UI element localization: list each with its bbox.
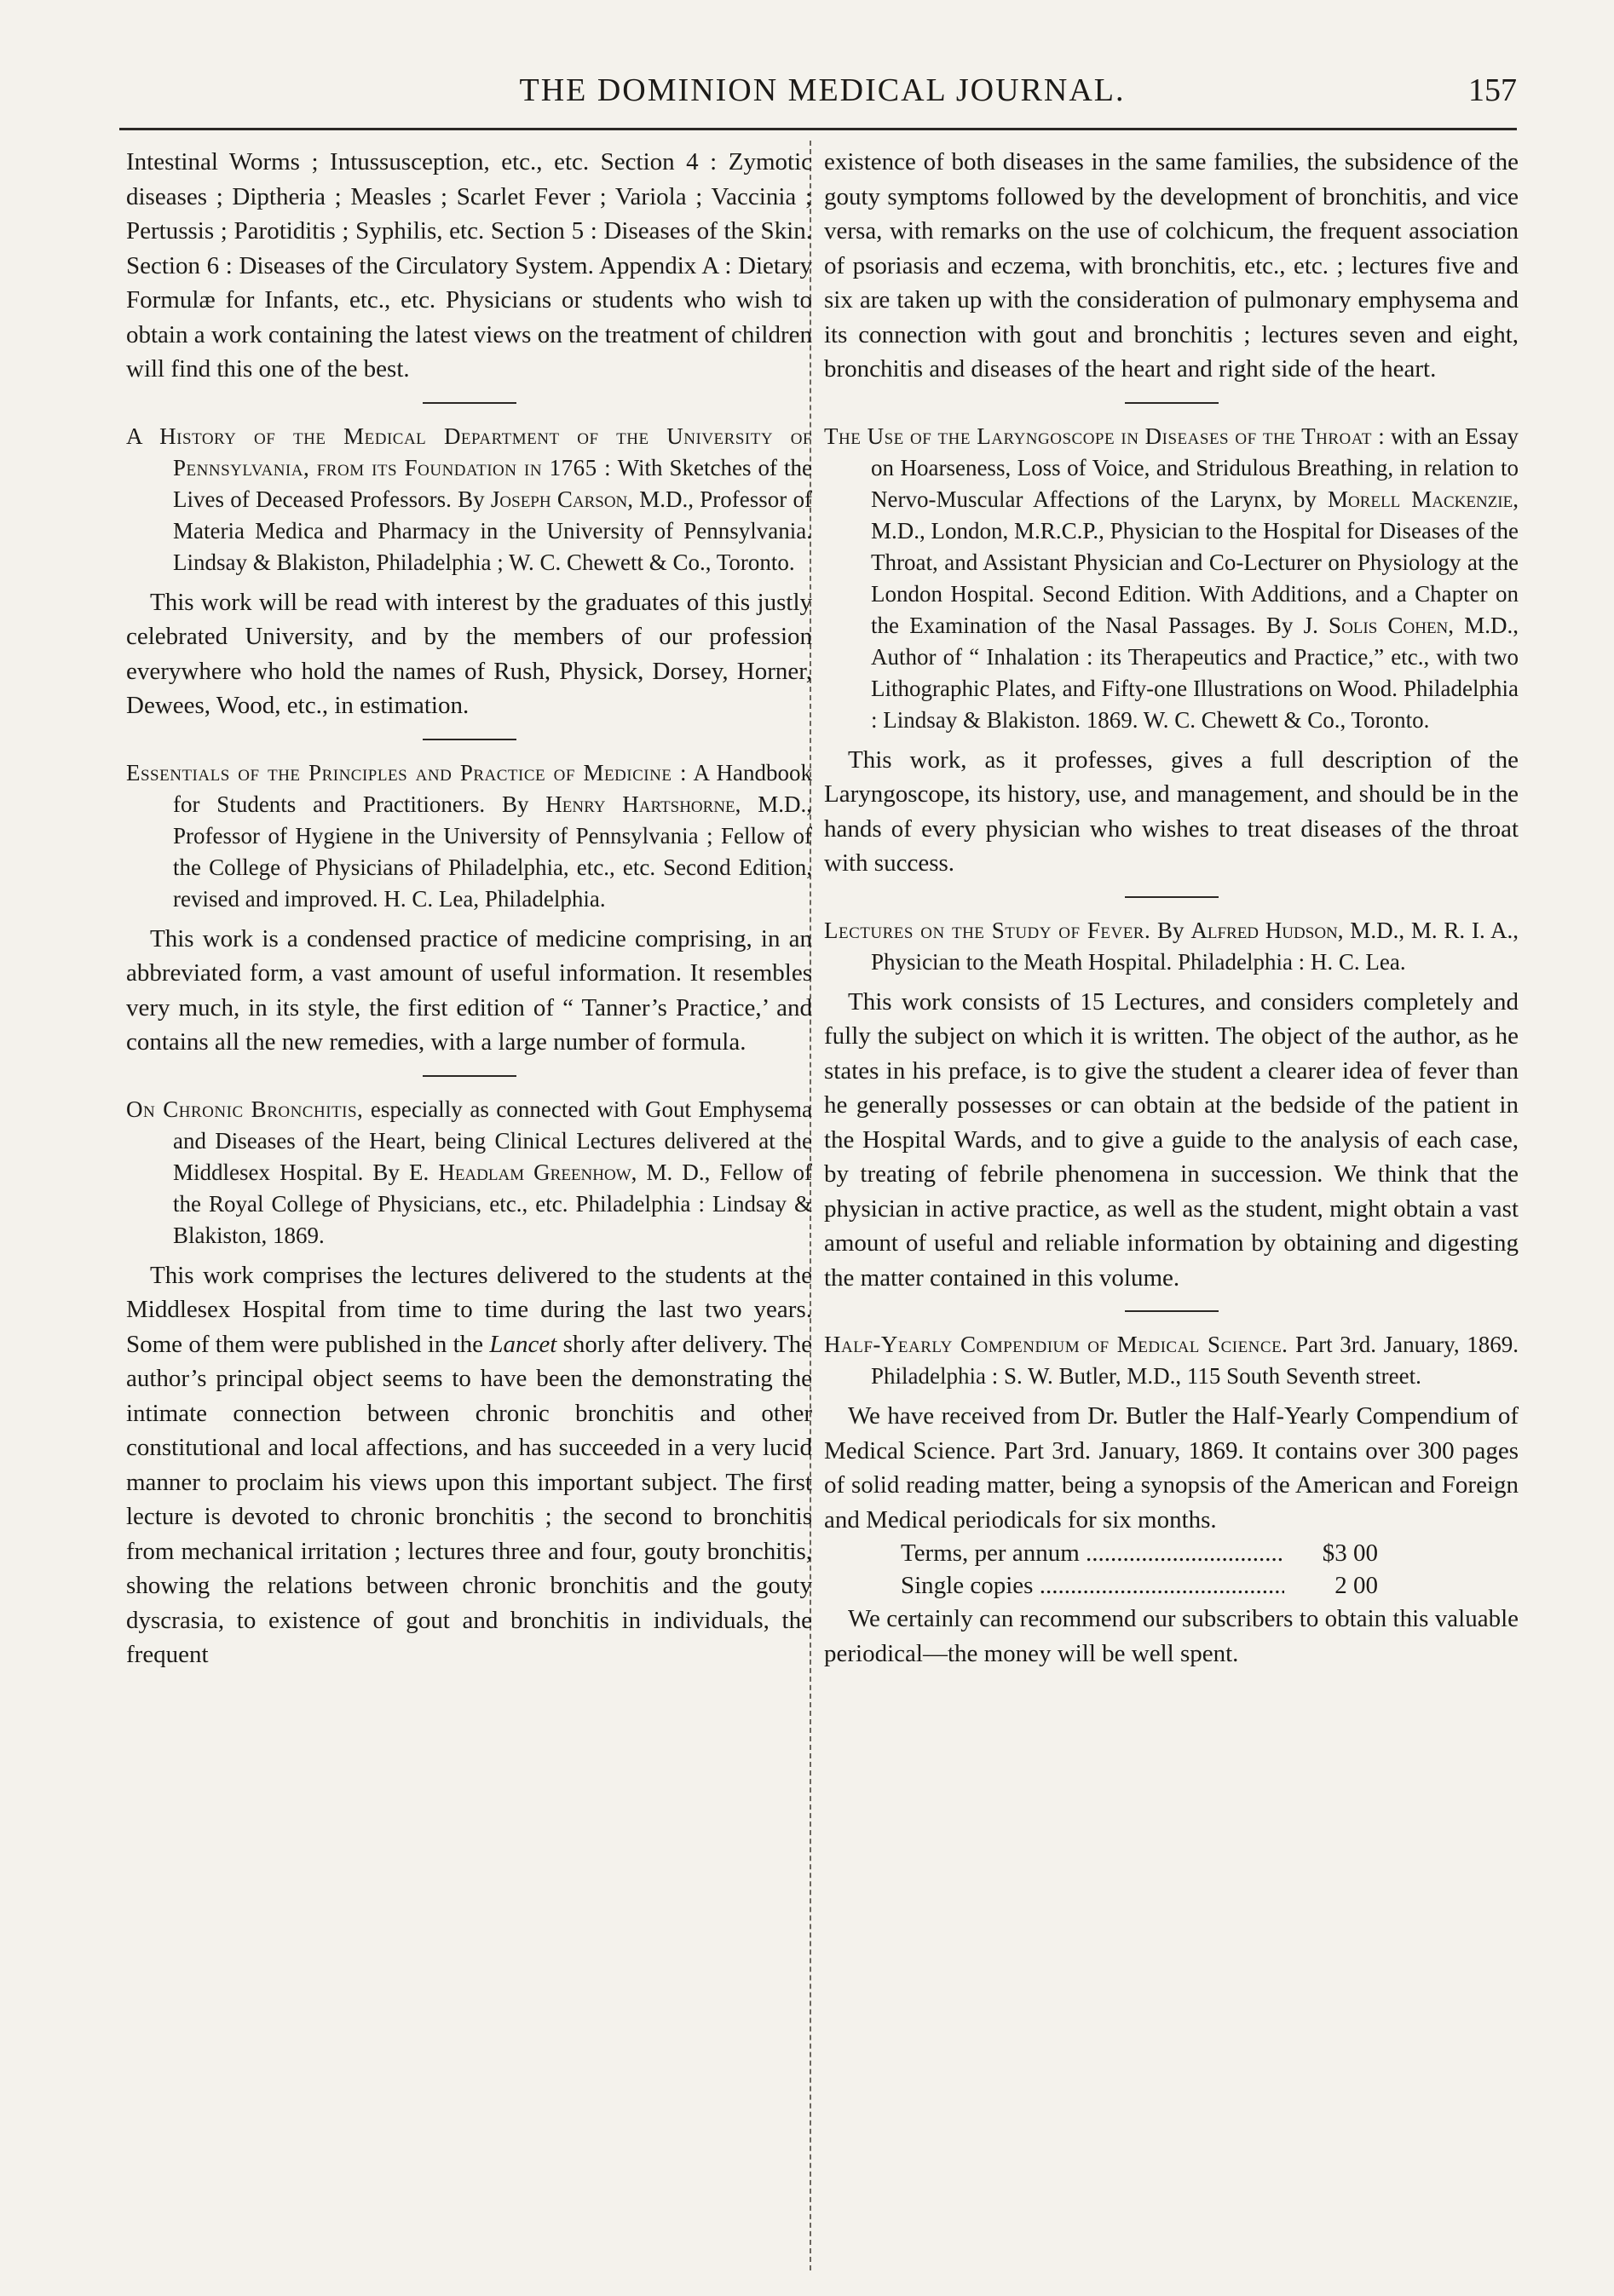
price-value: $3 00 [1322, 1539, 1378, 1567]
entry-details: , M.D., Professor of Materia Medica and Pharmacy in the University of Pennsylvania. Lindsay & Blakiston, Philadelphia ; W. C. Chewett & Co., Toronto. [173, 486, 812, 575]
entry-details: with an Essay on Hoarseness, Loss of Voice, and Stridulous Breathing, in relation to Nervo-Muscular Affections of the Larynx, by [871, 423, 1519, 512]
journal-name: Lancet [489, 1330, 557, 1358]
entry-details: Part 3rd. January, 1869. Philadelphia : S. W. Butler, M.D., 115 South Seventh street. [871, 1332, 1519, 1389]
price-label: Single copies ..... [901, 1569, 1284, 1602]
entry-author: J. Solis Cohen [1303, 612, 1449, 638]
book-entry-history [126, 421, 812, 578]
book-entry-laryngoscope [824, 421, 1519, 736]
entry-title: Lectures on the Study of Fever. [824, 917, 1151, 943]
entry-details: , M. D., Fellow of the Royal College of Physicians, etc., etc. Philadelphia : Lindsay & Blakiston, 1869. [173, 1159, 813, 1248]
entry-author: E. Headlam Greenhow [409, 1159, 631, 1185]
entry-title: Half-Yearly Compendium of Medical Science. [824, 1332, 1288, 1357]
entry-author: Morell Mackenzie [1327, 486, 1513, 512]
book-entry-fever [824, 915, 1519, 978]
book-entry-bronchitis [126, 1094, 812, 1252]
entry-details: , M.D., London, M.R.C.P., Physician to the Hospital for Diseases of the Throat, and Assistant Physician and Co-Lecturer on Physiology at the London Hospital. Second Edition. With Additions, and a Chapter on the Examination of the Nasal Passages. By [871, 486, 1519, 638]
price-label: Terms, per annum ..... [901, 1537, 1284, 1569]
review-laryngoscope: This work, as it professes, gives a full description of the Laryngoscope, its history, use, and management, and should be in the hands of every physician who wishes to treat diseases of the throat with success. [824, 745, 1519, 877]
entry-title: On Chronic Bronchitis, [126, 1096, 364, 1122]
header-rule [119, 128, 1517, 130]
page-header [128, 72, 1517, 123]
entry-details: With Sketches of the Lives of Deceased Professors. By [173, 454, 813, 512]
price-table [901, 1537, 1378, 1602]
section-rule [1125, 896, 1219, 898]
section-rule [423, 402, 516, 404]
price-value: 2 00 [1334, 1572, 1378, 1599]
closing-paragraph: We certainly can recommend our subscribers to obtain this valuable periodical—the money will be well spent. [824, 1605, 1519, 1667]
right-column [824, 145, 1519, 1671]
section-rule [1125, 402, 1219, 404]
entry-details: especially as connected with Gout Emphysema and Diseases of the Heart, being Clinical Lectures delivered at the Middlesex Hospital. By [173, 1096, 812, 1185]
price-row [901, 1537, 1378, 1569]
review-history: This work will be read with interest by the graduates of this justly celebrated University, and by the members of our profession everywhere who hold the names of Rush, Physick, Dorsey, Horner, Dewees, Wood, etc., in estimation. [126, 588, 812, 719]
left-column [126, 145, 812, 1672]
entry-author: Henry Hartshorne [545, 791, 735, 817]
entry-title: A History of the Medical Department of the University of Pennsylvania, from its Foundation in 1765 : [126, 423, 812, 480]
price-row [901, 1569, 1378, 1602]
entry-title: Essentials of the Principles and Practice of Medicine : [126, 759, 687, 785]
intro-paragraph: Intestinal Worms ; Intussusception, etc., etc. Section 4 : Zymotic diseases ; Diptheria ; Measles ; Scarlet Fever ; Variola ; Vaccinia ; Pertussis ; Parotiditis ; Syphilis, etc. Section 5 : Diseases of the Skin. Section 6 : Diseases of the Circulatory System. Appendix A : Dietary Formulæ for Infants, etc., etc. Physicians or students who wish to obtain a work containing the latest views on the treatment of children will find this one of the best. [126, 148, 812, 383]
section-rule [1125, 1310, 1219, 1312]
book-entry-essentials [126, 757, 812, 915]
entry-title: The Use of the Laryngoscope in Diseases of the Throat : [824, 423, 1386, 449]
entry-details: , M.D., Professor of Hygiene in the University of Pennsylvania ; Fellow of the College of Physicians of Philadelphia, etc., etc. Second Edition, revised and improved. H. C. Lea, Philadelphia. [173, 791, 812, 912]
entry-author: Alfred Hudson [1190, 917, 1338, 943]
page-number: 157 [1468, 72, 1517, 108]
book-entry-compendium [824, 1329, 1519, 1392]
continuation-paragraph: existence of both diseases in the same families, the subsidence of the gouty symptoms followed by the development of bronchitis, and vice versa, with remarks on the use of colchicum, the frequent association of psoriasis and eczema, with bronchitis, etc., etc. ; lectures five and six are taken up with the consideration of pulmonary emphysema and its connection with gout and bronchitis ; lectures seven and eight, bronchitis and diseases of the heart and right side of the heart. [824, 148, 1519, 383]
entry-details: , M.D., M. R. I. A., Physician to the Meath Hospital. Philadelphia : H. C. Lea. [871, 917, 1519, 975]
entry-details: By [1150, 917, 1191, 943]
running-title: THE DOMINION MEDICAL JOURNAL. [519, 72, 1126, 108]
review-compendium: We have received from Dr. Butler the Half-Yearly Compendium of Medical Science. Part 3rd. January, 1869. It contains over 300 pages of solid reading matter, being a synopsis of the American and Foreign and Medical periodicals for six months. [824, 1402, 1519, 1534]
entry-details: A Handbook for Students and Practitioners. By [173, 759, 812, 817]
section-rule [423, 739, 516, 740]
section-rule [423, 1075, 516, 1077]
entry-details: , M.D., Author of “ Inhalation : its Therapeutics and Practice,” etc., with two Lithographic Plates, and Fifty-one Illustrations on Wood. Philadelphia : Lindsay & Blakiston. 1869. W. C. Chewett & Co., Toronto. [871, 612, 1519, 733]
review-bronchitis: This work comprises the lectures delivered to the students at the Middlesex Hospital from time to time during the last two years. Some of them were published in the Lancet shorly after delivery. The author’s principal object seems to have been the demonstrating the intimate connection between chronic bronchitis and other constitutional and local affections, and has succeeded in a very lucid manner to proclaim his views upon this important subject. The first lecture is devoted to chronic bronchitis ; the second to bronchitis from mechanical irritation ; lectures three and four, gouty bronchitis, showing the relations between chronic bronchitis and the gouty dyscrasia, to existence of gout and bronchitis in individuals, the frequent [126, 1261, 812, 1668]
review-essentials: This work is a condensed practice of medicine comprising, in an abbreviated form, a vast amount of useful information. It resembles very much, in its style, the first edition of “ Tanner’s Practice,’ and contains all the new remedies, with a large number of formula. [126, 924, 812, 1056]
review-fever: This work consists of 15 Lectures, and considers completely and fully the subject on which it is written. The object of the author, as he states in his preface, is to give the student a clearer idea of fever than he generally possesses or can obtain at the bedside of the patient in the Hospital Wards, and to give a guide to the analysis of each case, by treating of febrile phenomena in succession. We think that the physician in active practice, as well as the student, might obtain a vast amount of useful and reliable information by obtaining and digesting the matter contained in this volume. [824, 987, 1519, 1292]
entry-author: Joseph Carson [490, 486, 628, 512]
